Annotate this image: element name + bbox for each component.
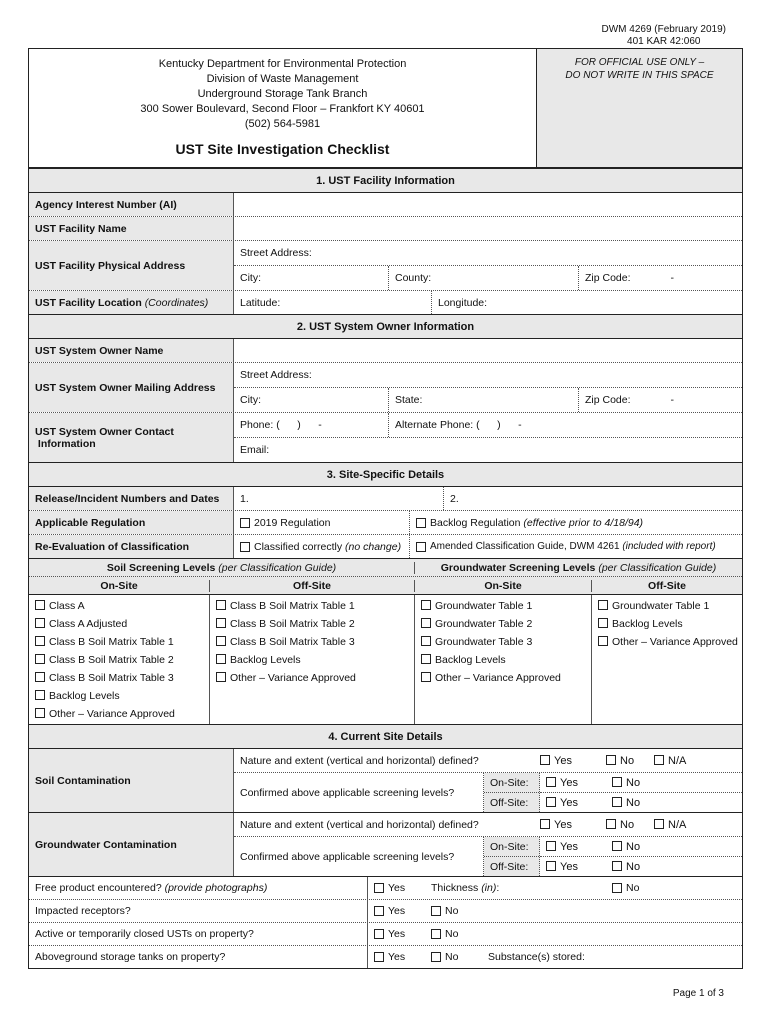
ai-row: [29, 192, 742, 216]
yes-label: Yes: [560, 860, 578, 873]
option-label: Other – Variance Approved: [230, 672, 356, 684]
list-item[interactable]: [35, 597, 209, 615]
gw-offsite-list: [592, 595, 742, 724]
reg-backlog-note: (effective prior to 4/18/94): [523, 516, 644, 529]
option-label: Groundwater Table 2: [435, 618, 533, 630]
amended-guide-label: Amended Classification Guide, DWM 4261: [430, 541, 620, 552]
yes-label: Yes: [388, 905, 406, 917]
owner-zip-field[interactable]: [579, 388, 742, 412]
option-label: Groundwater Table 1: [612, 600, 710, 612]
checkbox[interactable]: [546, 841, 556, 851]
branch-name: Underground Storage Tank Branch: [197, 88, 368, 100]
yes-label: Yes: [388, 928, 406, 940]
option-label: Class B Soil Matrix Table 3: [230, 636, 355, 648]
checkbox[interactable]: [612, 883, 622, 893]
soil-confirmed-question: Confirmed above applicable screening levels?: [234, 773, 484, 812]
owner-city-label: City:: [240, 394, 261, 406]
regulation-row: [29, 510, 742, 534]
list-item[interactable]: [35, 669, 209, 687]
no-label: No: [620, 754, 635, 767]
facility-location-row: [29, 290, 742, 314]
active-yes[interactable]: [368, 923, 425, 945]
checkbox[interactable]: [374, 952, 384, 962]
soil-screening-note: (per Classification Guide): [218, 561, 337, 574]
owner-name-field[interactable]: [234, 339, 742, 362]
facility-street-field[interactable]: [234, 241, 742, 266]
section-3-header: [29, 462, 742, 486]
gw-offsite-yes[interactable]: [546, 861, 612, 873]
list-item[interactable]: [421, 633, 591, 651]
checkbox[interactable]: [540, 819, 550, 829]
latitude-label: Latitude:: [240, 296, 281, 309]
no-label: No: [626, 860, 641, 873]
no-label: No: [445, 928, 459, 940]
gw-screening-note: (per Classification Guide): [598, 561, 717, 574]
owner-state-field[interactable]: [389, 388, 579, 412]
aboveground-yes[interactable]: [368, 946, 425, 968]
soil-onsite-no[interactable]: [612, 777, 640, 789]
facility-street-label: Street Address:: [240, 247, 312, 259]
checkbox[interactable]: [374, 906, 384, 916]
free-product-note: (provide photographs): [164, 882, 268, 894]
agency-phone: (502) 564-5981: [244, 118, 321, 130]
soil-onsite-label: On-Site:: [484, 773, 539, 793]
option-label: Class B Soil Matrix Table 1: [49, 636, 174, 648]
soil-onsite-list: [29, 595, 210, 724]
release-1-field[interactable]: [234, 487, 444, 510]
reg-backlog-option[interactable]: [410, 511, 742, 534]
official-use-line1: FOR OFFICIAL USE ONLY –: [574, 57, 705, 68]
soil-nature-yes[interactable]: [540, 755, 606, 767]
soil-offsite-list: [210, 595, 415, 724]
owner-zip-dash: -: [670, 394, 675, 406]
reg-2019-checkbox[interactable]: [240, 518, 250, 528]
soil-offsite-no[interactable]: [612, 797, 640, 809]
facility-city-field[interactable]: [234, 266, 389, 290]
soil-on-variance-checkbox[interactable]: [35, 708, 45, 718]
soil-off-table2-checkbox[interactable]: [216, 618, 226, 628]
owner-email-field[interactable]: [234, 438, 742, 462]
class-a-adjusted-checkbox[interactable]: [35, 618, 45, 628]
form-header: [28, 48, 743, 168]
list-item[interactable]: [421, 669, 591, 687]
official-use-box: [537, 49, 742, 167]
agency-address: 300 Sower Boulevard, Second Floor – Frankfort KY 40601: [140, 103, 425, 115]
owner-name-row: [29, 338, 742, 362]
gw-onsite-list: [415, 595, 592, 724]
division-name: Division of Waste Management: [206, 73, 359, 85]
soil-screening-title: Soil Screening Levels: [106, 561, 216, 574]
section-1-title: 1. UST Facility Information: [316, 174, 455, 187]
owner-phone-field[interactable]: [234, 413, 389, 437]
longitude-field[interactable]: [432, 291, 742, 314]
list-item[interactable]: [35, 651, 209, 669]
official-use-line2: DO NOT WRITE IN THIS SPACE: [565, 70, 714, 81]
gw-on-variance-checkbox[interactable]: [421, 672, 431, 682]
gw-nature-question: Nature and extent (vertical and horizontal) defined?: [240, 818, 479, 831]
section-3-title: 3. Site-Specific Details: [326, 468, 445, 481]
soil-onsite-header: On-Site: [29, 580, 210, 592]
yes-label: Yes: [388, 882, 406, 894]
impacted-yes[interactable]: [368, 900, 425, 922]
owner-contact-label: [29, 413, 234, 462]
checkbox[interactable]: [540, 755, 550, 765]
owner-state-label: State:: [395, 394, 423, 406]
list-item[interactable]: [35, 687, 209, 705]
owner-name-label: UST System Owner Name: [29, 339, 234, 362]
section-2-header: [29, 314, 742, 338]
facility-location-text: UST Facility Location: [35, 296, 142, 309]
active-usts-row: [29, 922, 742, 945]
checkbox[interactable]: [374, 929, 384, 939]
gw-confirmed-question: Confirmed above applicable screening levels?: [234, 837, 484, 876]
soil-nature-na[interactable]: [654, 755, 686, 767]
section-2-title: 2. UST System Owner Information: [296, 320, 475, 333]
list-item[interactable]: [216, 633, 414, 651]
owner-contact-row: [29, 412, 742, 462]
owner-phone-label: Phone: ( ) -: [240, 419, 322, 431]
release-2-label: 2.: [450, 492, 459, 505]
regulation-citation: 401 KAR 42:060: [627, 36, 701, 47]
checkbox[interactable]: [546, 777, 556, 787]
free-product-question: [29, 877, 368, 899]
gw-screening-title: Groundwater Screening Levels: [440, 561, 596, 574]
class-a-checkbox[interactable]: [35, 600, 45, 610]
free-product-yes[interactable]: [368, 877, 425, 899]
checkbox[interactable]: [431, 906, 441, 916]
yes-label: Yes: [554, 818, 572, 831]
na-label: N/A: [668, 754, 687, 767]
option-label: Other – Variance Approved: [49, 708, 175, 720]
gw-screening-header: [415, 562, 742, 574]
soil-on-backlog-checkbox[interactable]: [35, 690, 45, 700]
free-product-no[interactable]: [606, 877, 742, 899]
soil-on-table2-checkbox[interactable]: [35, 654, 45, 664]
checkbox[interactable]: [612, 841, 622, 851]
option-label: Backlog Levels: [435, 654, 506, 666]
option-label: Other – Variance Approved: [612, 636, 738, 648]
agency-name: Kentucky Department for Environmental Protection: [158, 58, 407, 70]
reg-backlog-checkbox[interactable]: [416, 518, 426, 528]
soil-offsite-header: Off-Site: [210, 580, 415, 592]
option-label: Groundwater Table 1: [435, 600, 533, 612]
checkbox[interactable]: [612, 797, 622, 807]
gw-onsite-yes[interactable]: [546, 841, 612, 853]
section-1-header: [29, 168, 742, 192]
gw-offsite-no[interactable]: [612, 861, 640, 873]
list-item[interactable]: [421, 615, 591, 633]
no-label: No: [620, 818, 635, 831]
soil-off-table1-checkbox[interactable]: [216, 600, 226, 610]
option-label: Class B Soil Matrix Table 2: [49, 654, 174, 666]
checkbox[interactable]: [546, 797, 556, 807]
checkbox[interactable]: [612, 861, 622, 871]
owner-city-field[interactable]: [234, 388, 389, 412]
list-item[interactable]: [421, 651, 591, 669]
form-number: DWM 4269 (February 2019): [601, 24, 726, 35]
soil-contamination-block: [29, 748, 742, 812]
owner-address-row: [29, 362, 742, 412]
classified-correctly-option[interactable]: [234, 535, 410, 558]
thickness-unit: (in): [481, 882, 497, 894]
aboveground-tanks-row: [29, 945, 742, 968]
list-item[interactable]: [216, 669, 414, 687]
owner-street-label: Street Address:: [240, 369, 312, 381]
option-label: Class B Soil Matrix Table 3: [49, 672, 174, 684]
reg-2019-option[interactable]: [234, 511, 410, 534]
amended-guide-checkbox[interactable]: [416, 542, 426, 552]
active-usts-question: Active or temporarily closed USTs on property?: [29, 923, 368, 945]
page-title: UST Site Investigation Checklist: [175, 141, 390, 157]
facility-zip-field[interactable]: [579, 266, 742, 290]
impacted-no[interactable]: [425, 900, 742, 922]
checkbox[interactable]: [431, 952, 441, 962]
impacted-receptors-question: Impacted receptors?: [29, 900, 368, 922]
ai-label: Agency Interest Number (AI): [29, 193, 234, 216]
list-item[interactable]: [35, 615, 209, 633]
gw-offsite-header: Off-Site: [648, 579, 686, 592]
yes-label: Yes: [388, 951, 406, 963]
gw-on-table2-checkbox[interactable]: [421, 618, 431, 628]
option-label: Class B Soil Matrix Table 1: [230, 600, 355, 612]
soil-off-table3-checkbox[interactable]: [216, 636, 226, 646]
checkbox[interactable]: [612, 777, 622, 787]
gw-on-table3-checkbox[interactable]: [421, 636, 431, 646]
gw-offsite-label: Off-Site:: [490, 860, 529, 873]
form-id: [602, 24, 727, 48]
checkbox[interactable]: [654, 819, 664, 829]
option-label: Other – Variance Approved: [435, 672, 561, 684]
checkbox[interactable]: [431, 929, 441, 939]
regulation-label: Applicable Regulation: [29, 511, 234, 534]
amended-guide-option[interactable]: [410, 535, 742, 558]
soil-offsite-label: Off-Site:: [490, 796, 529, 809]
gw-off-backlog-checkbox[interactable]: [598, 618, 608, 628]
soil-on-table3-checkbox[interactable]: [35, 672, 45, 682]
thickness-field[interactable]: Thickness (in) :: [431, 882, 500, 894]
yes-label: Yes: [560, 796, 578, 809]
gw-onsite-no[interactable]: [612, 841, 640, 853]
classified-correctly-label: Classified correctly: [254, 540, 343, 553]
soil-off-backlog-checkbox[interactable]: [216, 654, 226, 664]
substance-field[interactable]: [482, 946, 742, 968]
checkbox[interactable]: [654, 755, 664, 765]
gw-nature-yes[interactable]: [540, 819, 606, 831]
yes-label: Yes: [560, 776, 578, 789]
gw-nature-no[interactable]: [606, 819, 654, 831]
no-label: No: [445, 951, 459, 963]
facility-name-label: UST Facility Name: [29, 217, 234, 240]
owner-alt-phone-field[interactable]: [389, 413, 742, 437]
free-product-row: [29, 876, 742, 899]
option-label: Class A: [49, 600, 85, 612]
facility-zip-label: Zip Code:: [585, 272, 631, 284]
active-no[interactable]: [425, 923, 742, 945]
soil-offsite-yes[interactable]: [546, 797, 612, 809]
facility-county-field[interactable]: [389, 266, 579, 290]
owner-contact-label-2: Information: [35, 437, 96, 450]
owner-street-field[interactable]: [234, 363, 742, 388]
list-item[interactable]: [598, 597, 742, 615]
list-item[interactable]: [216, 651, 414, 669]
screening-options: [29, 594, 742, 724]
agency-block: [29, 49, 537, 167]
facility-name-field[interactable]: [234, 217, 742, 240]
amended-guide-note: (included with report): [622, 541, 716, 552]
thickness-label: Thickness: [431, 882, 479, 894]
gw-nature-na[interactable]: [654, 819, 686, 831]
gw-contamination-block: [29, 812, 742, 876]
no-label: No: [445, 905, 459, 917]
site-headers: [29, 576, 742, 594]
owner-email-label: Email:: [240, 444, 270, 456]
list-item[interactable]: [35, 633, 209, 651]
no-label: No: [626, 776, 641, 789]
list-item[interactable]: [598, 615, 742, 633]
aboveground-tanks-question: Aboveground storage tanks on property?: [29, 946, 368, 968]
section-4-header: [29, 724, 742, 748]
option-label: Backlog Levels: [230, 654, 301, 666]
facility-city-label: City:: [240, 272, 261, 284]
no-label: No: [626, 882, 640, 894]
checkbox[interactable]: [606, 819, 616, 829]
no-label: No: [626, 796, 641, 809]
release-1-label: 1.: [240, 492, 249, 505]
classified-correctly-checkbox[interactable]: [240, 542, 250, 552]
soil-on-table1-checkbox[interactable]: [35, 636, 45, 646]
reevaluation-label: Re-Evaluation of Classification: [29, 535, 234, 558]
facility-location-label: [29, 291, 234, 314]
gw-onsite-label: On-Site:: [484, 837, 539, 857]
reevaluation-row: [29, 534, 742, 558]
release-label: Release/Incident Numbers and Dates: [29, 487, 234, 510]
facility-zip-dash: -: [670, 272, 675, 284]
yes-label: Yes: [554, 754, 572, 767]
facility-address-label: UST Facility Physical Address: [29, 241, 234, 290]
na-label: N/A: [668, 818, 687, 831]
release-row: [29, 486, 742, 510]
option-label: Class A Adjusted: [49, 618, 128, 630]
yes-label: Yes: [560, 840, 578, 853]
list-item[interactable]: [598, 633, 742, 651]
facility-address-row: [29, 240, 742, 290]
gw-on-backlog-checkbox[interactable]: [421, 654, 431, 664]
option-label: Class B Soil Matrix Table 2: [230, 618, 355, 630]
soil-off-variance-checkbox[interactable]: [216, 672, 226, 682]
gw-off-variance-checkbox[interactable]: [598, 636, 608, 646]
soil-nature-question: Nature and extent (vertical and horizontal) defined?: [240, 754, 479, 767]
free-product-text: Free product encountered?: [35, 882, 162, 894]
gw-on-table1-checkbox[interactable]: [421, 600, 431, 610]
option-label: Groundwater Table 3: [435, 636, 533, 648]
checkbox[interactable]: [374, 883, 384, 893]
screening-headers: [29, 558, 742, 576]
facility-name-row: [29, 216, 742, 240]
option-label: Backlog Levels: [612, 618, 683, 630]
facility-location-note: (Coordinates): [144, 296, 209, 309]
longitude-label: Longitude:: [438, 296, 488, 309]
section-4-title: 4. Current Site Details: [328, 730, 443, 743]
release-2-field[interactable]: [444, 487, 742, 510]
list-item[interactable]: [35, 705, 209, 723]
gw-contamination-label: Groundwater Contamination: [29, 813, 234, 876]
classified-correctly-note: (no change): [345, 540, 402, 553]
page-number: Page 1 of 3: [672, 988, 724, 999]
facility-county-label: County:: [395, 272, 432, 284]
list-item[interactable]: [421, 597, 591, 615]
checklist-form: [28, 168, 743, 969]
gw-off-table1-checkbox[interactable]: [598, 600, 608, 610]
reg-2019-label: 2019 Regulation: [254, 516, 331, 529]
list-item[interactable]: [216, 597, 414, 615]
substance-label: Substance(s) stored:: [488, 951, 585, 963]
reg-backlog-label: Backlog Regulation: [430, 516, 521, 529]
option-label: Backlog Levels: [49, 690, 120, 702]
aboveground-no[interactable]: [425, 946, 482, 968]
owner-zip-label: Zip Code:: [585, 394, 631, 406]
gw-onsite-header: On-Site: [415, 580, 592, 592]
latitude-field[interactable]: [234, 291, 432, 314]
owner-address-label: UST System Owner Mailing Address: [29, 363, 234, 412]
soil-onsite-yes[interactable]: [546, 777, 612, 789]
owner-contact-label-1: UST System Owner Contact: [35, 425, 174, 438]
owner-alt-phone-label: Alternate Phone: ( ) -: [395, 419, 522, 431]
ai-field[interactable]: [234, 193, 742, 216]
soil-contamination-label: Soil Contamination: [29, 749, 234, 812]
impacted-receptors-row: [29, 899, 742, 922]
list-item[interactable]: [216, 615, 414, 633]
checkbox[interactable]: [606, 755, 616, 765]
no-label: No: [626, 840, 641, 853]
soil-screening-header: [29, 562, 415, 574]
soil-nature-no[interactable]: [606, 755, 654, 767]
checkbox[interactable]: [546, 861, 556, 871]
